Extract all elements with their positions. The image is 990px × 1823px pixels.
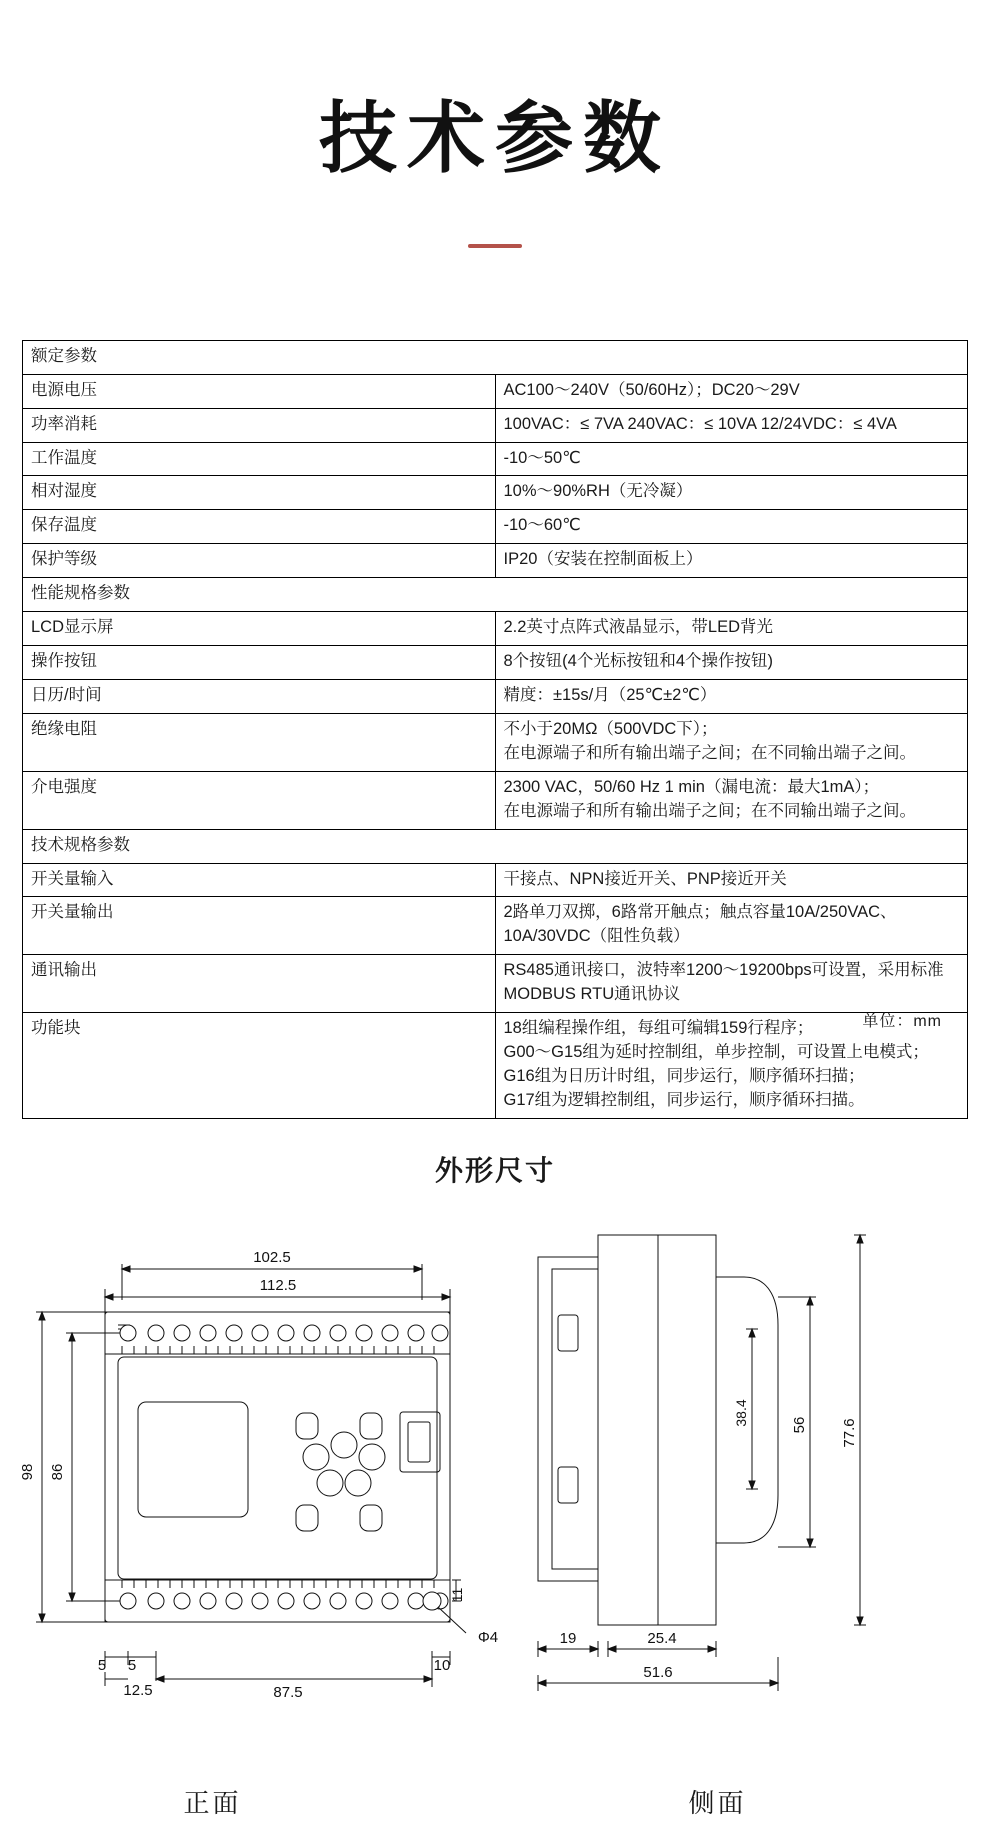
row-value: 100VAC：≤ 7VA 240VAC：≤ 10VA 12/24VDC：≤ 4VA — [495, 408, 967, 442]
title-divider — [468, 244, 522, 248]
row-value: AC100～240V（50/60Hz）；DC20～29V — [495, 374, 967, 408]
row-label: 功率消耗 — [23, 408, 495, 442]
section-heading-label: 额定参数 — [23, 341, 967, 374]
side-dim-19: 19 — [559, 1629, 577, 1647]
front-dim-12-5: 12.5 — [123, 1681, 153, 1699]
row-value-line: 18组编程操作组，每组可编辑159行程序； — [503, 1019, 814, 1038]
side-dim-77-6: 77.6 — [841, 1418, 858, 1448]
row-label: 操作按钮 — [23, 646, 495, 680]
row-label: 保存温度 — [23, 510, 495, 544]
table-row — [23, 863, 967, 897]
spec-table — [23, 341, 967, 1119]
row-value: -10～50℃ — [495, 442, 967, 476]
front-dim-98: 98 — [19, 1463, 36, 1481]
row-value: 干接点、NPN接近开关、PNP接近开关 — [495, 863, 967, 897]
row-value-line: 在电源端子和所有输出端子之间；在不同输出端子之间。 — [503, 743, 916, 762]
front-dim-112-5: 112.5 — [259, 1276, 297, 1294]
table-row — [23, 612, 967, 646]
table-row — [23, 476, 967, 510]
row-label: 功能块 — [23, 1013, 495, 1119]
table-row — [23, 544, 967, 578]
table-section-heading — [23, 578, 967, 612]
row-value: -10～60℃ — [495, 510, 967, 544]
table-row — [23, 646, 967, 680]
table-row — [23, 374, 967, 408]
front-dim-86: 86 — [49, 1463, 66, 1481]
section-heading-label: 性能规格参数 — [23, 578, 967, 612]
row-value-line: 不小于20MΩ（500VDC下）； — [503, 719, 718, 738]
table-row — [23, 1013, 967, 1119]
row-label: 相对湿度 — [23, 476, 495, 510]
row-value: 2.2英寸点阵式液晶显示，带LED背光 — [495, 612, 967, 646]
row-label: 保护等级 — [23, 544, 495, 578]
row-value: IP20（安装在控制面板上） — [495, 544, 967, 578]
row-label: 通讯输出 — [23, 955, 495, 1013]
dimension-drawings — [0, 1217, 990, 1777]
row-value-line: 在电源端子和所有输出端子之间；在不同输出端子之间。 — [503, 801, 916, 820]
row-value-line: G16组为日历计时组，同步运行，顺序循环扫描； — [503, 1067, 865, 1085]
row-label: 开关量输入 — [23, 863, 495, 897]
side-view-caption: 侧面 — [688, 1787, 747, 1818]
front-view-drawing — [10, 1217, 530, 1737]
row-label: 介电强度 — [23, 771, 495, 829]
side-view-drawing — [520, 1217, 940, 1737]
page-title: 技术参数 — [318, 94, 671, 182]
table-row — [23, 442, 967, 476]
row-label: 电源电压 — [23, 374, 495, 408]
front-dim-hole-dia: Φ4 — [477, 1628, 499, 1646]
row-value: 2路单刀双掷，6路常开触点；触点容量10A/250VAC、10A/30VDC（阻性负载） — [495, 897, 967, 955]
front-dim-left-5a: 5 — [97, 1656, 107, 1674]
front-dim-11: 11 — [449, 1587, 465, 1603]
row-value: RS485通讯接口，波特率1200～19200bps可设置，采用标准MODBUS RTU通讯协议 — [495, 955, 967, 1013]
side-dim-38-4: 38.4 — [733, 1399, 749, 1427]
row-value-line: 2300 VAC，50/60 Hz 1 min（漏电流：最大1mA）； — [503, 777, 880, 796]
table-row — [23, 897, 967, 955]
dimensions-title: 外形尺寸 — [434, 1154, 555, 1186]
side-dim-25-4: 25.4 — [647, 1629, 677, 1647]
table-row — [23, 408, 967, 442]
unit-label: 单位：mm — [862, 1013, 942, 1030]
table-row — [23, 771, 967, 829]
front-dim-102-5: 102.5 — [253, 1248, 291, 1266]
front-dim-87-5: 87.5 — [273, 1683, 303, 1701]
row-label: 绝缘电阻 — [23, 713, 495, 771]
row-label: 日历/时间 — [23, 680, 495, 714]
row-value: 10%～90%RH（无冷凝） — [495, 476, 967, 510]
front-dim-10: 10 — [433, 1656, 451, 1674]
front-dim-left-5b: 5 — [127, 1656, 137, 1674]
section-heading-label: 技术规格参数 — [23, 829, 967, 863]
row-value — [495, 771, 967, 829]
row-value-line: G00～G15组为延时控制组，单步控制，可设置上电模式； — [503, 1043, 929, 1062]
drawing-captions — [0, 1783, 990, 1820]
table-row — [23, 713, 967, 771]
side-dim-51-6: 51.6 — [643, 1663, 673, 1681]
row-value: 精度：±15s/月（25℃±2℃） — [495, 680, 967, 714]
row-value: 8个按钮(4个光标按钮和4个操作按钮) — [495, 646, 967, 680]
row-label: 开关量输出 — [23, 897, 495, 955]
table-row — [23, 680, 967, 714]
table-section-heading — [23, 829, 967, 863]
table-section-heading — [23, 341, 967, 374]
side-dim-56: 56 — [791, 1416, 808, 1434]
row-label: LCD显示屏 — [23, 612, 495, 646]
row-label: 工作温度 — [23, 442, 495, 476]
spec-table-wrapper — [22, 340, 968, 1119]
row-value — [495, 713, 967, 771]
table-row — [23, 510, 967, 544]
front-view-caption: 正面 — [183, 1787, 242, 1818]
row-value-line: G17组为逻辑控制组，同步运行，顺序循环扫描。 — [503, 1090, 865, 1109]
table-row — [23, 955, 967, 1013]
